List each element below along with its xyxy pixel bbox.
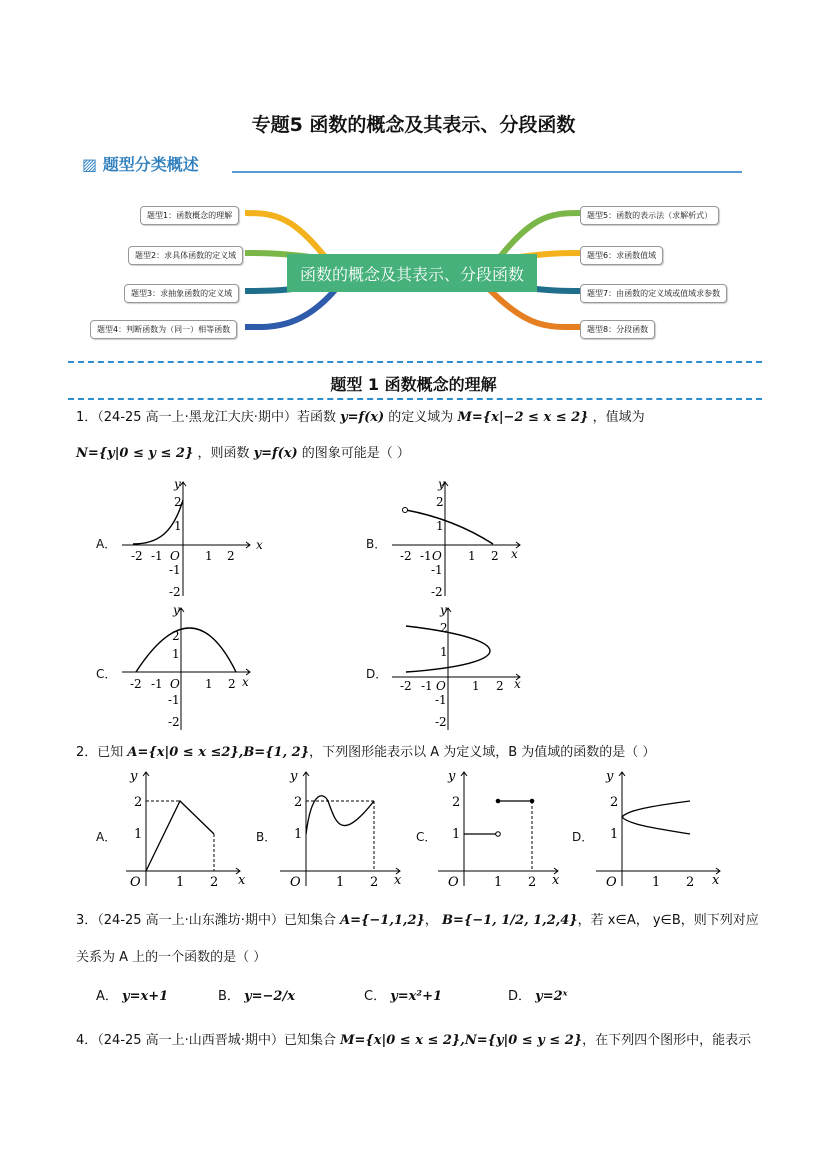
svg-text:2: 2 <box>686 875 695 890</box>
svg-text:2: 2 <box>440 621 448 635</box>
svg-text:y: y <box>130 769 138 784</box>
svg-text:-2: -2 <box>435 715 447 729</box>
q3-option-b: B． y=−2/x <box>218 989 295 1004</box>
svg-text:-1: -1 <box>151 549 163 563</box>
svg-text:O: O <box>290 875 301 890</box>
svg-text:-2: -2 <box>431 585 443 599</box>
svg-text:2: 2 <box>228 677 236 691</box>
svg-text:2: 2 <box>210 875 219 890</box>
banner-rule <box>232 171 742 173</box>
svg-text:1: 1 <box>472 679 480 693</box>
mindmap-left-1: 题型1：函数概念的理解 <box>140 206 239 225</box>
svg-text:2: 2 <box>528 875 537 890</box>
comma: ， <box>424 913 442 928</box>
q3-option-a: A． y=x+1 <box>96 989 169 1004</box>
banner-heading: ▨ 题型分类概述 <box>82 155 199 174</box>
svg-text:-1: -1 <box>151 677 163 691</box>
svg-text:1: 1 <box>336 875 345 890</box>
question-3-line2: 关系为 A 上的一个函数的是（ ） <box>76 950 267 965</box>
svg-text:-1: -1 <box>420 549 432 563</box>
q1-graph-c <box>118 604 268 734</box>
q1-option-b-label: B． <box>366 537 387 551</box>
mindmap-right-8: 题型8：分段函数 <box>580 320 655 339</box>
svg-text:x: x <box>712 873 720 888</box>
svg-text:2: 2 <box>452 795 461 810</box>
svg-text:2: 2 <box>370 875 379 890</box>
svg-text:O: O <box>606 875 617 890</box>
mindmap-left-3: 题型3：求抽象函数的定义域 <box>124 284 239 303</box>
q2-option-c-label: C． <box>416 830 437 844</box>
q3-option-c: C． y=x²+1 <box>364 989 443 1004</box>
svg-text:-2: -2 <box>400 549 412 563</box>
svg-text:O: O <box>448 875 459 890</box>
svg-text:1: 1 <box>205 677 213 691</box>
svg-text:O: O <box>170 677 180 691</box>
mindmap-left-2: 题型2：求具体函数的定义域 <box>128 246 243 265</box>
svg-text:x: x <box>552 873 560 888</box>
svg-text:2: 2 <box>610 795 619 810</box>
svg-text:-2: -2 <box>130 677 142 691</box>
svg-text:-1: -1 <box>435 693 447 707</box>
svg-text:-1: -1 <box>169 563 181 577</box>
page-title: 专题5 函数的概念及其表示、分段函数 <box>251 114 576 136</box>
q1-option-c-label: C． <box>96 667 117 681</box>
svg-text:2: 2 <box>294 795 303 810</box>
svg-text:2: 2 <box>174 495 182 509</box>
svg-text:-1: -1 <box>421 679 433 693</box>
q2-graph-d <box>592 768 727 892</box>
svg-text:y: y <box>606 769 614 784</box>
svg-text:x: x <box>394 873 402 888</box>
svg-text:1: 1 <box>468 549 476 563</box>
svg-text:-2: -2 <box>131 549 143 563</box>
svg-text:O: O <box>130 875 141 890</box>
svg-text:1: 1 <box>610 827 619 842</box>
q2-graph-b <box>276 768 411 892</box>
svg-text:1: 1 <box>652 875 661 890</box>
q2-option-a-label: A． <box>96 830 117 844</box>
svg-text:x: x <box>242 675 249 689</box>
svg-text:y: y <box>448 769 456 784</box>
svg-text:y: y <box>174 478 181 491</box>
svg-text:-1: -1 <box>431 563 443 577</box>
q2-graph-c <box>434 768 569 892</box>
q2-graph-a <box>116 768 251 892</box>
svg-text:x: x <box>256 538 263 552</box>
svg-text:-1: -1 <box>168 693 180 707</box>
question-2: 2．已知 A={x|0 ≤ x ≤2},B={1, 2}，下列图形能表示以 A 为定义域，B 为值域的函数的是（ ） <box>76 745 656 760</box>
svg-text:y: y <box>290 769 298 784</box>
svg-text:2: 2 <box>134 795 143 810</box>
svg-text:x: x <box>514 677 521 691</box>
svg-text:1: 1 <box>436 519 444 533</box>
question-1-line2: N={y|0 ≤ y ≤ 2} ，则函数 y=f(x) 的图象可能是（ ） <box>76 446 410 461</box>
svg-text:2: 2 <box>496 679 504 693</box>
mindmap-right-6: 题型6：求函数值域 <box>580 246 663 265</box>
question-4: 4．（24-25 高一上·山西晋城·期中）已知集合 M={x|0 ≤ x ≤ 2},N={y|0 ≤ y ≤ 2}，在下列四个图形中，能表示 <box>76 1033 752 1048</box>
svg-text:1: 1 <box>452 827 461 842</box>
function-expr: y=f(x) <box>253 446 298 461</box>
svg-text:O: O <box>432 549 442 563</box>
svg-text:y: y <box>438 478 445 491</box>
question-3-line1: 3．（24-25 高一上·山东潍坊·期中）已知集合 A={−1,1,2}， B={−1, 1/2, 1,2,4}，若 x∈A， y∈B，则下列对应 <box>76 913 759 928</box>
banner-icon: ▨ <box>82 155 98 174</box>
mindmap-right-7: 题型7：由函数的定义域或值域求参数 <box>580 284 727 303</box>
q1-graph-a <box>118 478 268 600</box>
svg-text:x: x <box>511 547 518 561</box>
mindmap-center: 函数的概念及其表示、分段函数 <box>287 254 537 292</box>
svg-text:-2: -2 <box>169 585 181 599</box>
svg-text:y: y <box>173 604 180 617</box>
svg-text:x: x <box>238 873 246 888</box>
svg-text:1: 1 <box>134 827 143 842</box>
q3-option-d: D． y=2ˣ <box>508 989 568 1004</box>
question-1-line1: 1．（24-25 高一上·黑龙江大庆·期中）若函数 y=f(x) 的定义域为 M={x|−2 ≤ x ≤ 2} ，值域为 <box>76 410 645 425</box>
q1-graph-b <box>388 478 538 600</box>
q1-option-d-label: D． <box>366 667 388 681</box>
svg-text:2: 2 <box>491 549 499 563</box>
section-divider-top <box>68 361 762 363</box>
svg-text:O: O <box>170 549 180 563</box>
svg-text:y: y <box>440 604 447 617</box>
svg-text:O: O <box>436 679 446 693</box>
q1-graph-d <box>388 604 538 734</box>
svg-text:1: 1 <box>172 647 180 661</box>
svg-text:2: 2 <box>227 549 235 563</box>
svg-text:1: 1 <box>494 875 503 890</box>
mindmap-left-4: 题型4：判断函数为（同一）相等函数 <box>90 320 237 339</box>
q2-option-b-label: B． <box>256 830 277 844</box>
svg-text:2: 2 <box>172 629 180 643</box>
q2-option-d-label: D． <box>572 830 594 844</box>
q1-option-a-label: A． <box>96 537 117 551</box>
section-heading: 题型 1 函数概念的理解 <box>330 375 497 394</box>
svg-text:1: 1 <box>174 519 182 533</box>
section-divider-bottom <box>68 398 762 400</box>
svg-text:1: 1 <box>205 549 213 563</box>
mindmap-right-5: 题型5：函数的表示法（求解析式） <box>580 206 719 225</box>
svg-text:1: 1 <box>176 875 185 890</box>
svg-text:2: 2 <box>436 495 444 509</box>
svg-text:-2: -2 <box>168 715 180 729</box>
svg-text:-2: -2 <box>400 679 412 693</box>
svg-text:1: 1 <box>440 645 448 659</box>
svg-text:1: 1 <box>294 827 303 842</box>
